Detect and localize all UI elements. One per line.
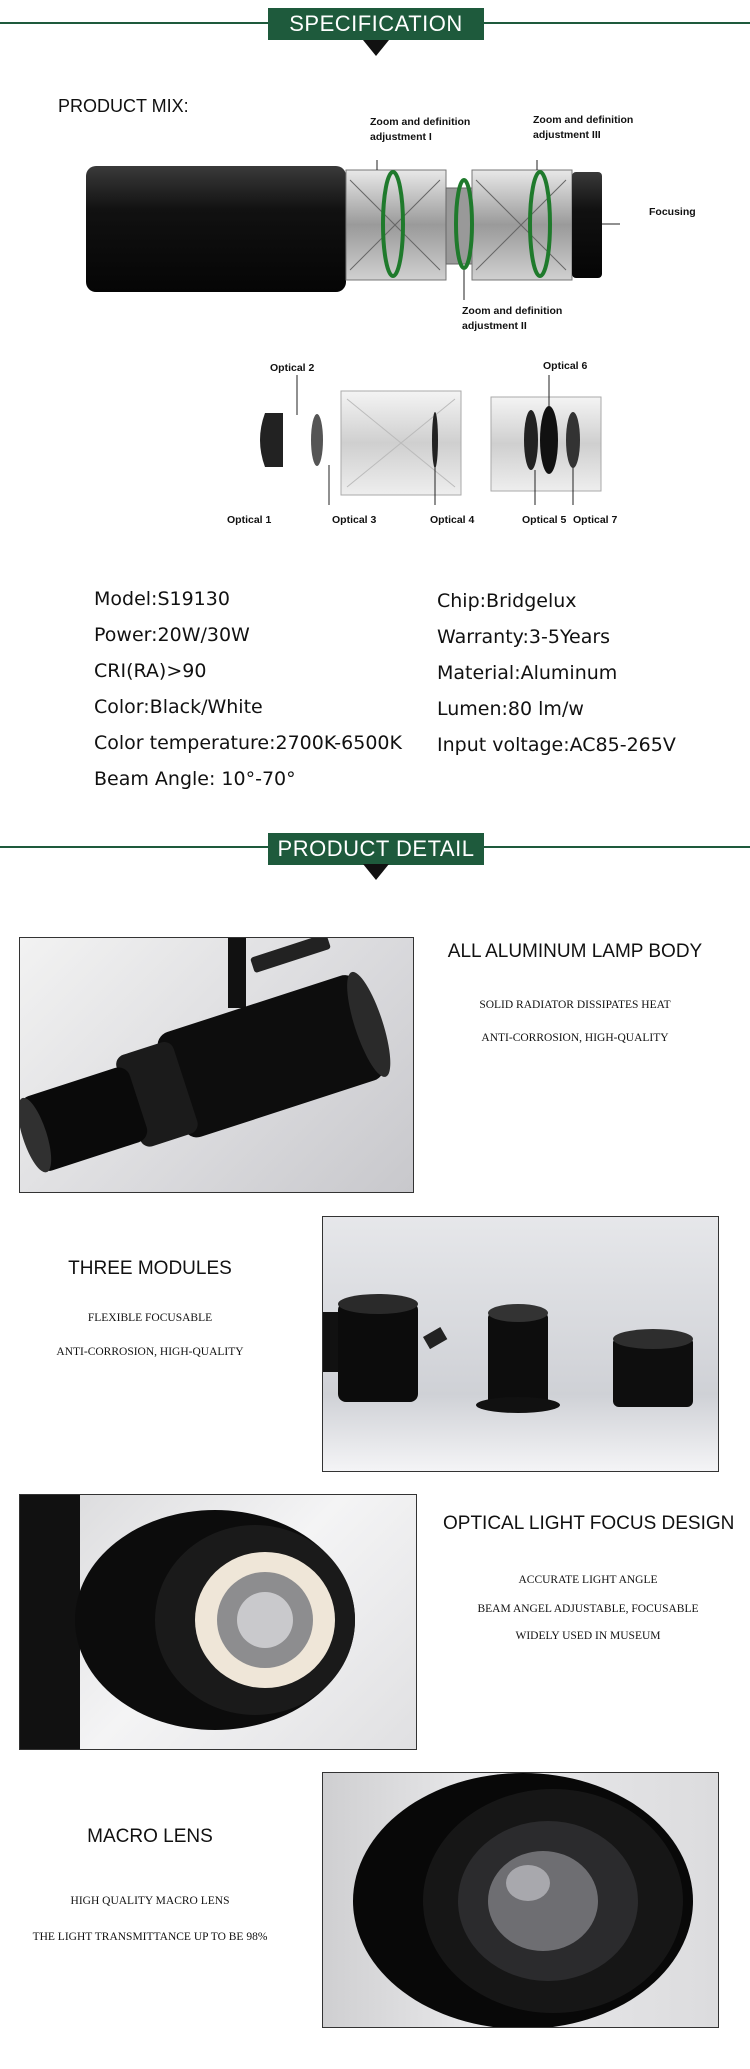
label-optical-2: Optical 2 xyxy=(270,362,315,374)
spec-power: Power:20W/30W xyxy=(94,624,250,646)
callout-zoom-3: Zoom and definition adjustment III xyxy=(533,114,634,141)
callout-zoom-1: Zoom and definition adjustment I xyxy=(370,116,471,143)
lamp-assembly-illustration xyxy=(80,160,620,300)
label-optical-1: Optical 1 xyxy=(227,514,272,526)
feature-4-title: MACRO LENS xyxy=(87,1826,213,1847)
photo-lamp-body xyxy=(19,937,414,1193)
spec-input-voltage: Input voltage:AC85-265V xyxy=(437,734,676,756)
spec-color: Color:Black/White xyxy=(94,696,263,718)
label-optical-7: Optical 7 xyxy=(573,514,618,526)
photo-optical-focus xyxy=(19,1494,417,1750)
feature-2-title: THREE MODULES xyxy=(68,1258,232,1279)
spec-lumen: Lumen:80 lm/w xyxy=(437,698,584,720)
photo-macro-lens xyxy=(322,1772,719,2028)
chevron-down-icon xyxy=(363,864,389,882)
feature-3-line-1: ACCURATE LIGHT ANGLE xyxy=(518,1574,658,1586)
feature-4-line-2: THE LIGHT TRANSMITTANCE UP TO BE 98% xyxy=(32,1931,268,1943)
spec-chip: Chip:Bridgelux xyxy=(437,590,577,612)
feature-1-line-2: ANTI-CORROSION, HIGH-QUALITY xyxy=(481,1032,669,1044)
label-optical-5: Optical 5 xyxy=(522,514,567,526)
feature-3-line-2: BEAM ANGEL ADJUSTABLE, FOCUSABLE xyxy=(477,1603,699,1615)
product-mix-label: PRODUCT MIX: xyxy=(58,96,189,116)
spec-cri: CRI(RA)>90 xyxy=(94,660,207,682)
spec-beam-angle: Beam Angle: 10°-70° xyxy=(94,768,296,790)
spec-warranty: Warranty:3-5Years xyxy=(437,626,611,648)
detail-section-title: PRODUCT DETAIL xyxy=(268,833,484,865)
feature-2-line-1: FLEXIBLE FOCUSABLE xyxy=(87,1312,213,1324)
spec-material: Material:Aluminum xyxy=(437,662,618,684)
photo-three-modules xyxy=(322,1216,719,1472)
spec-model: Model:S19130 xyxy=(94,588,230,610)
feature-1-line-1: SOLID RADIATOR DISSIPATES HEAT xyxy=(479,999,671,1011)
spec-section-title: SPECIFICATION xyxy=(268,8,484,40)
feature-1-title: ALL ALUMINUM LAMP BODY xyxy=(447,941,703,962)
feature-4-line-1: HIGH QUALITY MACRO LENS xyxy=(70,1895,230,1907)
feature-3-title: OPTICAL LIGHT FOCUS DESIGN xyxy=(443,1513,735,1534)
label-optical-3: Optical 3 xyxy=(332,514,377,526)
callout-zoom-2: Zoom and definition adjustment II xyxy=(462,305,563,332)
spec-color-temperature: Color temperature:2700K-6500K xyxy=(94,732,402,754)
chevron-down-icon xyxy=(363,40,389,58)
label-optical-6: Optical 6 xyxy=(543,360,588,372)
feature-3-line-3: WIDELY USED IN MUSEUM xyxy=(515,1630,661,1642)
callout-focusing: Focusing xyxy=(649,206,696,218)
optics-exploded-illustration xyxy=(255,375,625,505)
feature-2-line-2: ANTI-CORROSION, HIGH-QUALITY xyxy=(56,1346,244,1358)
label-optical-4: Optical 4 xyxy=(430,514,475,526)
